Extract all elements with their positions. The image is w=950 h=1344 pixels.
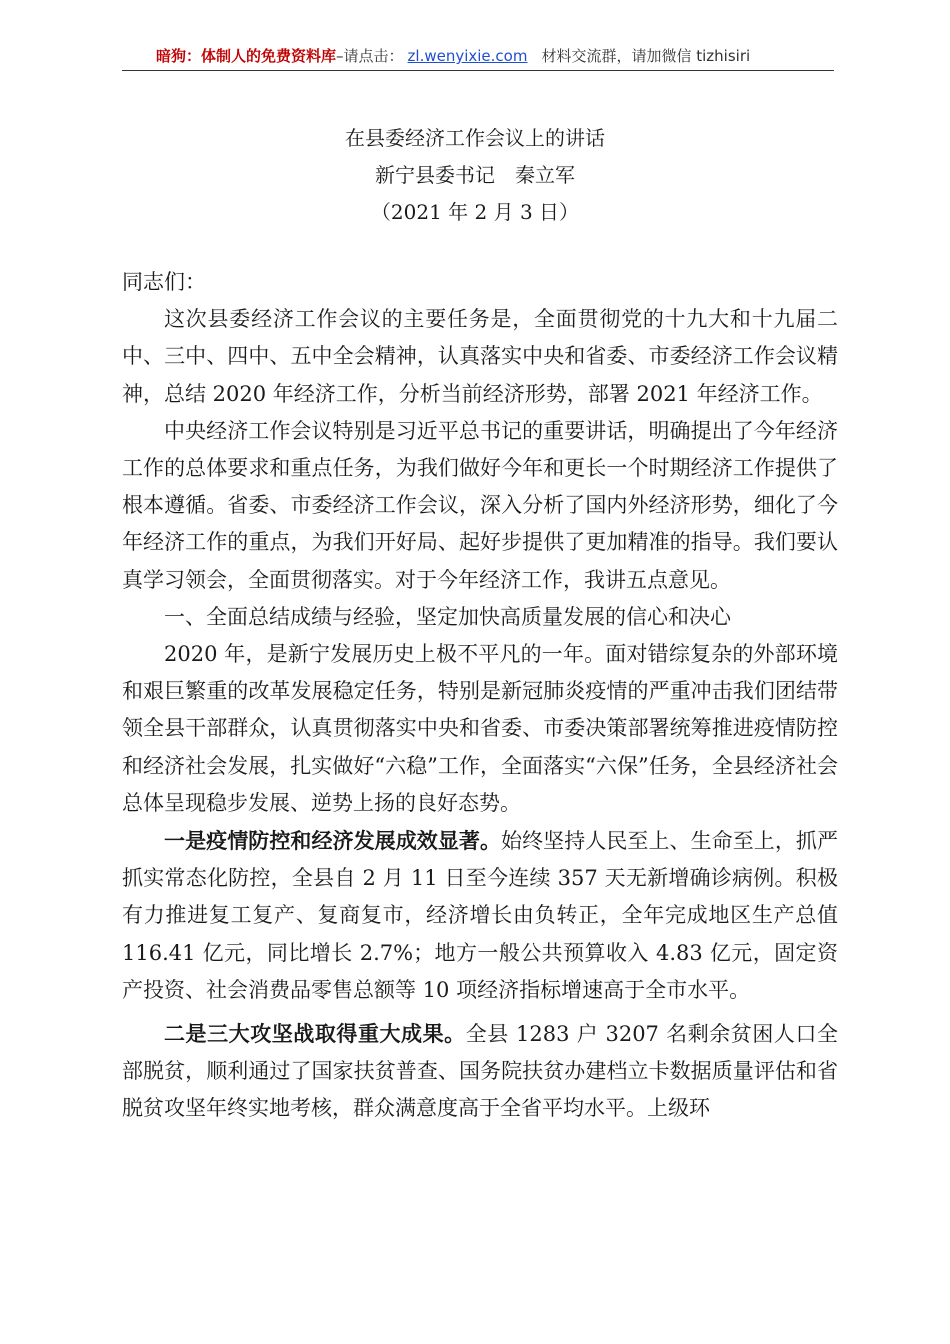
paragraph-three-battles [122,1015,838,1128]
paragraph-three-battles-text: 全县 1283 户 3207 名剩余贫困人口全部脱贫，顺利通过了国家扶贫普查、国务院扶贫办建档立卡数据质量评估和省脱贫攻坚年终实地考核，群众满意度高于全省平均水平。上级环 [122,1022,838,1121]
doc-author: 新宁县委书记 秦立军 [375,163,575,187]
header-link[interactable]: zl.wenyixie.com [407,47,528,65]
paragraph-epidemic-lead: 一是疫情防控和经济发展成效显著。 [164,828,502,854]
doc-date: （2021 年 2 月 3 日） [370,200,580,224]
title-block [0,120,950,231]
doc-title: 在县委经济工作会议上的讲话 [345,126,605,150]
header-prompt: –请点击： [336,47,404,65]
page-header [122,46,834,71]
header-brand: 暗狗：体制人的免费资料库 [156,47,337,65]
paragraph-central-meeting: 中央经济工作会议特别是习近平总书记的重要讲话，明确提出了今年经济工作的总体要求和重点任务，为我们做好今年和更长一个时期经济工作提供了根本遵循。省委、市委经济工作会议，深入分析了国内外经济形势，细化了今年经济工作的重点，为我们开好局、起好步提供了更加精准的指导。我们要认真学习领会，全面贯彻落实。对于今年经济工作，我讲五点意见。 [122,418,838,592]
paragraph-three-battles-lead: 二是三大攻坚战取得重大成果。 [164,1021,466,1047]
speech-body [122,264,838,1128]
paragraph-epidemic [122,822,838,1009]
paragraph-2020-review: 2020 年，是新宁发展历史上极不平凡的一年。面对错综复杂的外部环境和艰巨繁重的改革发展稳定任务，特别是新冠肺炎疫情的严重冲击我们团结带领全县干部群众，认真贯彻落实中央和省委、市委决策部署统筹推进疫情防控和经济社会发展，扎实做好“六稳”工作，全面落实“六保”任务，全县经济社会总体呈现稳步发展、逆势上扬的良好态势。 [122,642,838,815]
salutation: 同志们： [122,270,206,294]
paragraph-intro: 这次县委经济工作会议的主要任务是，全面贯彻党的十九大和十九届二中、三中、四中、五中全会精神，认真落实中央和省委、市委经济工作会议精神，总结 2020 年经济工作，分析当前经济形势，部署 2021 年经济工作。 [122,307,838,406]
section-heading-1: 一、全面总结成绩与经验，坚定加快高质量发展的信心和决心 [164,604,731,629]
paragraph-epidemic-text: 始终坚持人民至上、生命至上，抓严抓实常态化防控，全县自 2 月 11 日至今连续 357 天无新增确诊病例。积极有力推进复工复产、复商复市，经济增长由负转正，全年完成地区生产总值 116.41 亿元，同比增长 2.7%；地方一般公共预算收入 4.83 亿元，固定资产投资、社会消费品零售总额等 10 项经济指标增速高于全市水平。 [122,829,838,1002]
header-wechat: 材料交流群，请加微信 tizhisiri [541,47,751,65]
